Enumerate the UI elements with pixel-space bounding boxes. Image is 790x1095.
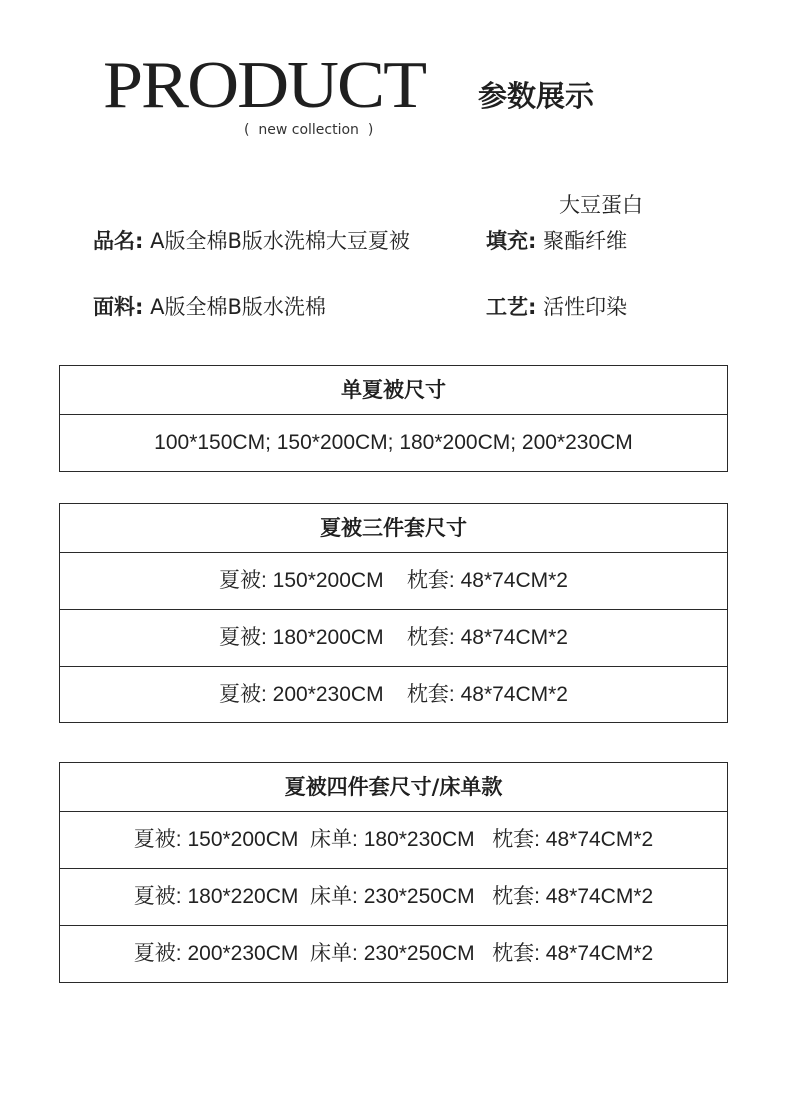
four-piece-size-table	[59, 762, 728, 983]
table-title: 夏被四件套尺寸/床单款	[60, 763, 727, 812]
table-row: 100*150CM; 150*200CM; 180*200CM; 200*230CM	[154, 431, 633, 454]
param-name-label: 品名:	[93, 229, 144, 253]
param-name	[93, 226, 410, 256]
fill-value-line1: 大豆蛋白	[559, 193, 643, 217]
param-fill-label: 填充:	[486, 229, 537, 253]
param-fabric-label: 面料:	[93, 295, 144, 319]
brand-word: PRODUCT	[103, 48, 426, 122]
param-craft-value: 活性印染	[543, 295, 628, 319]
param-fabric-value: A版全棉B版水洗棉	[150, 295, 326, 319]
param-craft	[486, 292, 627, 322]
header	[0, 0, 790, 150]
table-row: 夏被: 180*200CM 枕套: 48*74CM*2	[60, 610, 727, 667]
param-fill-value: 聚酯纤维	[543, 229, 628, 253]
table-row: 夏被: 150*200CM 枕套: 48*74CM*2	[60, 553, 727, 610]
table-title: 夏被三件套尺寸	[60, 504, 727, 553]
subtitle: ( new collection )	[244, 122, 374, 138]
param-craft-label: 工艺:	[486, 295, 537, 319]
table-row: 夏被: 200*230CM 枕套: 48*74CM*2	[219, 683, 568, 706]
three-piece-size-table	[59, 503, 728, 723]
table-row: 夏被: 180*220CM 床单: 230*250CM 枕套: 48*74CM*2	[60, 869, 727, 926]
param-fabric	[93, 292, 326, 322]
table-row: 夏被: 200*230CM 床单: 230*250CM 枕套: 48*74CM*2	[133, 942, 654, 965]
single-quilt-size-table	[59, 365, 728, 472]
table-row: 夏被: 150*200CM 床单: 180*230CM 枕套: 48*74CM*2	[60, 812, 727, 869]
param-fill	[486, 226, 627, 256]
page-title: 参数展示	[478, 79, 595, 113]
param-name-value: A版全棉B版水洗棉大豆夏被	[150, 229, 410, 253]
table-title: 单夏被尺寸	[60, 366, 727, 415]
